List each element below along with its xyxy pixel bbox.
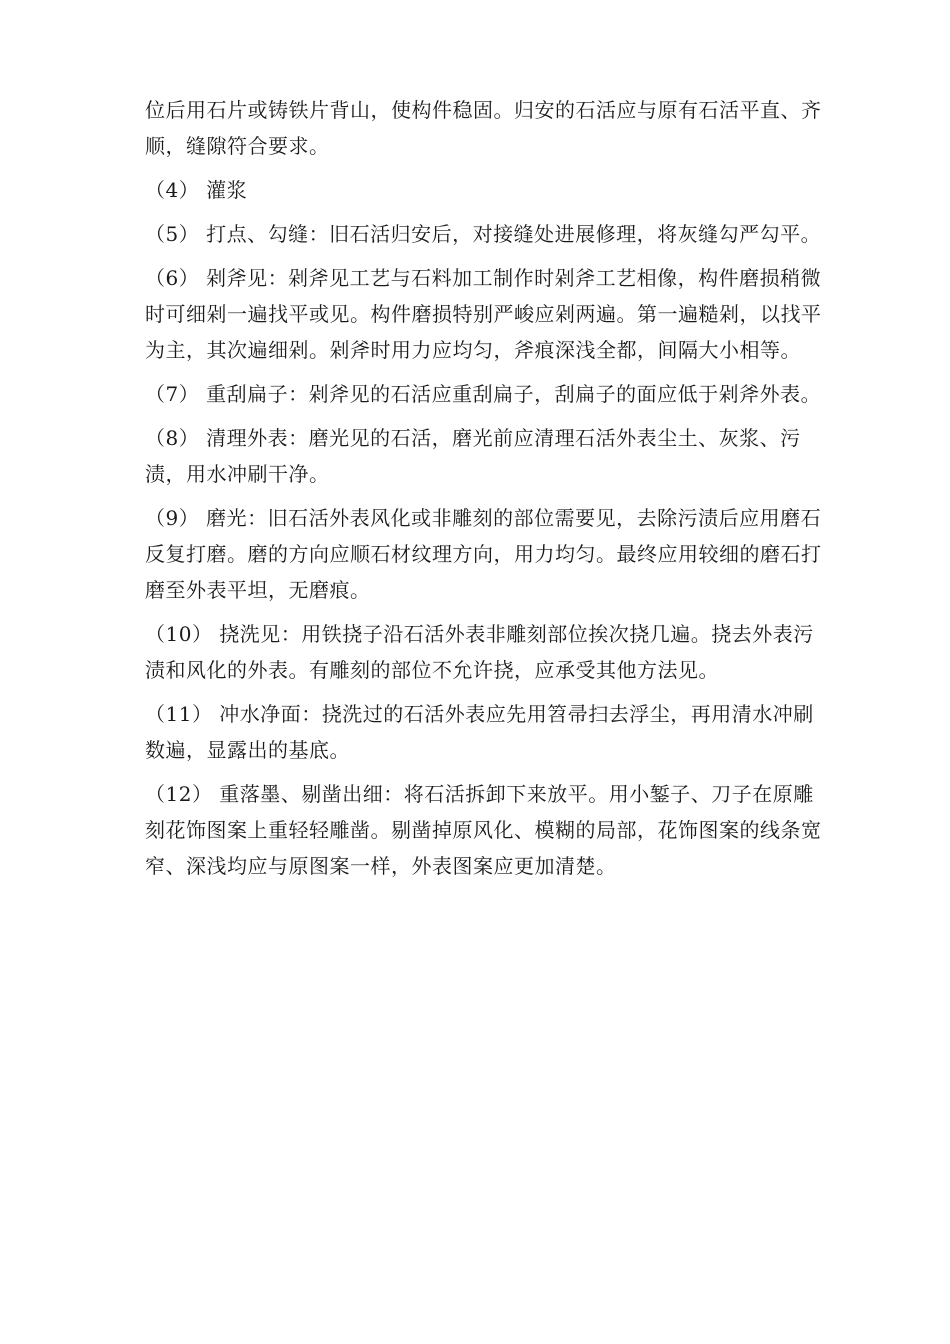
paragraph-step-9: （9） 磨光：旧石活外表风化或非雕刻的部位需要见，去除污渍后应用磨石反复打磨。磨的方向应顺石材纹理方向，用力均匀。最终应用较细的磨石打磨至外表平坦，无磨痕。: [145, 506, 822, 602]
document-body: [145, 92, 825, 892]
paragraph-continuation: 位后用石片或铸铁片背山，使构件稳固。归安的石活应与原有石活平直、齐顺，缝隙符合要求。: [145, 98, 822, 158]
paragraph-step-11: （11） 冲水净面：挠洗过的石活外表应先用笤帚扫去浮尘，再用清水冲刷数遍，显露出的基底。: [145, 702, 814, 762]
paragraph-step-12: （12） 重落墨、剔凿出细：将石活拆卸下来放平。用小錾子、刀子在原雕刻花饰图案上重轻轻雕凿。剔凿掉原风化、模糊的局部，花饰图案的线条宽窄、深浅均应与原图案一样，外表图案应更加清楚。: [145, 782, 822, 878]
paragraph-step-7: （7） 重刮扁子：剁斧见的石活应重刮扁子，刮扁子的面应低于剁斧外表。: [145, 382, 822, 406]
paragraph-step-4: （4） 灌浆: [145, 178, 248, 202]
paragraph-step-10: （10） 挠洗见：用铁挠子沿石活外表非雕刻部位挨次挠几遍。挠去外表污渍和风化的外表。有雕刻的部位不允许挠，应承受其他方法见。: [145, 622, 814, 682]
paragraph-step-8: （8） 清理外表：磨光见的石活，磨光前应清理石活外表尘土、灰浆、污渍，用水冲刷干净。: [145, 426, 801, 486]
paragraph-step-5: （5） 打点、勾缝：旧石活归安后，对接缝处进展修理，将灰缝勾严勾平。: [145, 222, 822, 246]
paragraph-step-6: （6） 剁斧见：剁斧见工艺与石料加工制作时剁斧工艺相像，构件磨损稍微时可细剁一遍找平或见。构件磨损特别严峻应剁两遍。第一遍糙剁，以找平为主，其次遍细剁。剁斧时用力应均匀，斧痕深浅全都，间隔大小相等。: [145, 266, 822, 362]
